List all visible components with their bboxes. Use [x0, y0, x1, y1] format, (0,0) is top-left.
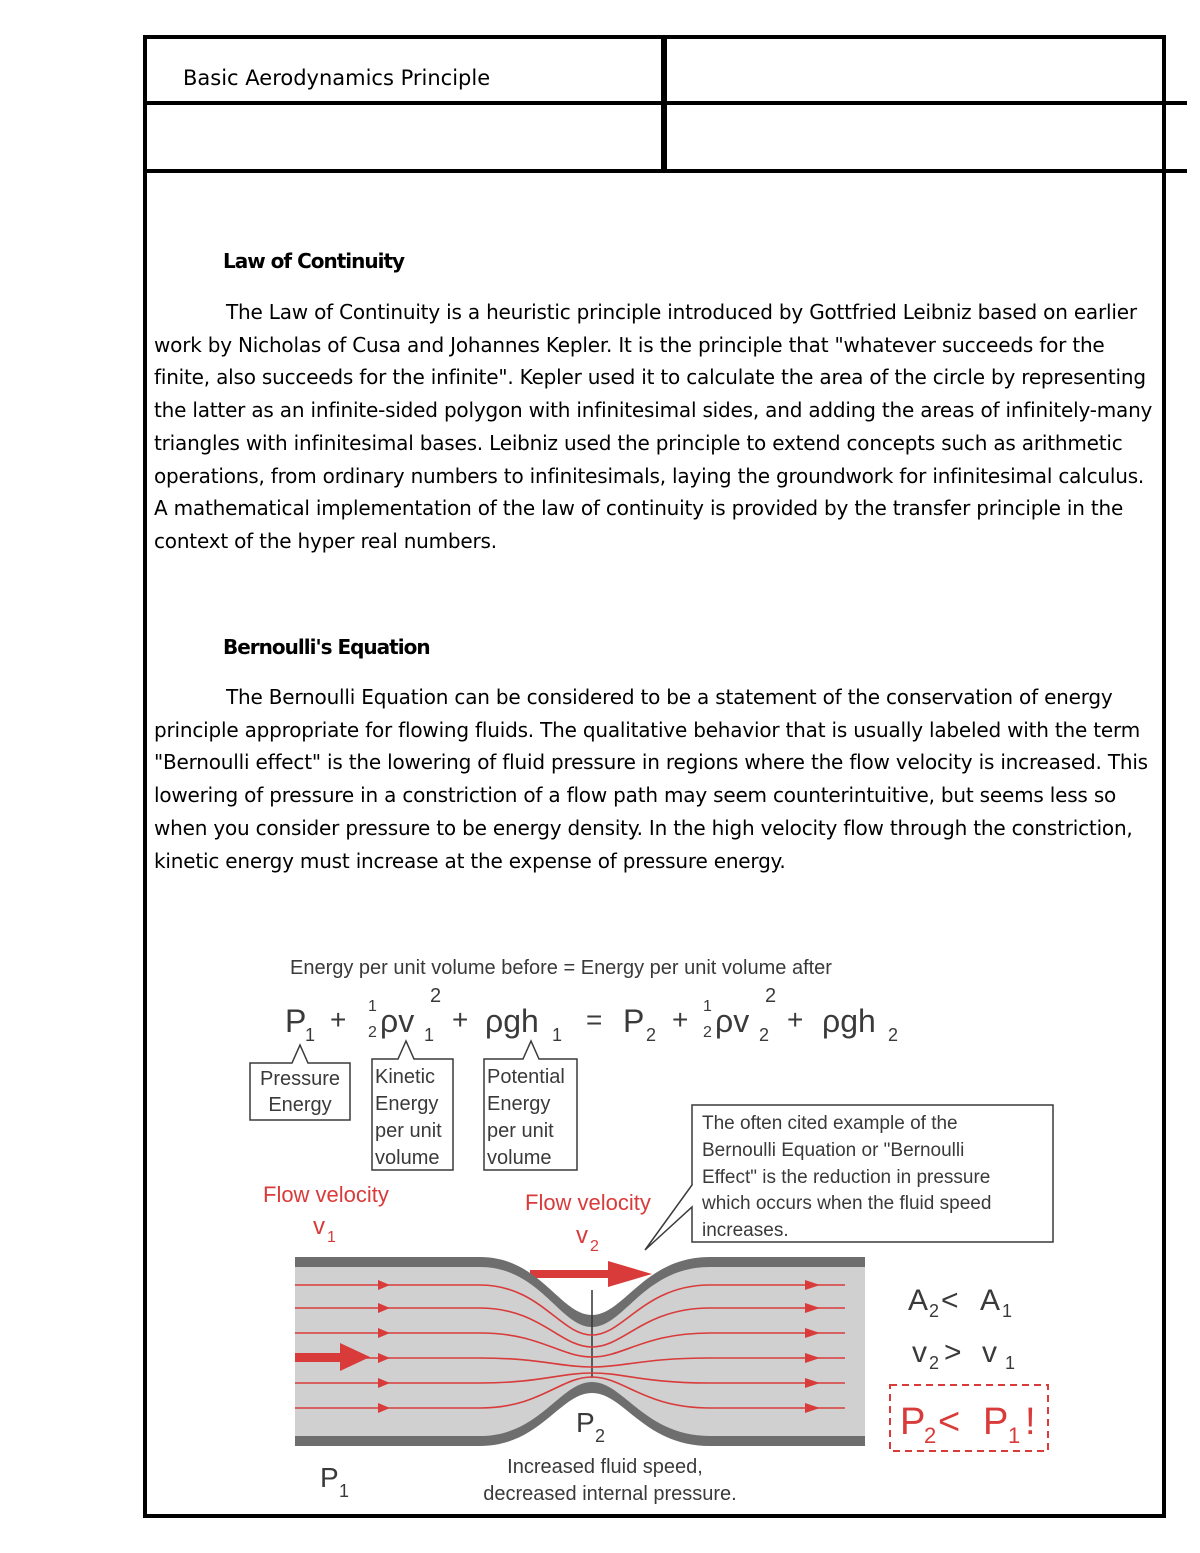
- pressure-energy-label: [250, 1045, 350, 1120]
- eq-half-num-1: 1: [368, 998, 377, 1015]
- flow-velocity-2-label: Flow velocity: [525, 1190, 651, 1215]
- velocity-relation-v2-sub: 2: [929, 1353, 940, 1373]
- svg-text:Energy: Energy: [268, 1094, 332, 1116]
- svg-text:Pressure: Pressure: [259, 1068, 341, 1090]
- eq-v1-sub: 1: [424, 1025, 435, 1045]
- eq-plus-4: +: [787, 1004, 804, 1035]
- svg-text:Energy: Energy: [375, 1093, 439, 1115]
- energy-caption: Energy per unit volume before = Energy per unit volume after: [290, 957, 832, 979]
- pressure-relation-lt: <: [938, 1401, 961, 1443]
- flow-velocity-2-sub: 2: [590, 1238, 599, 1255]
- pressure-relation-p2-sub: 2: [924, 1423, 937, 1448]
- eq-p1: P: [285, 1003, 307, 1039]
- flow-velocity-2-sym: v: [576, 1222, 588, 1249]
- pressure-relation-p2: P: [900, 1401, 926, 1443]
- area-relation-lt: <: [941, 1284, 959, 1317]
- eq-half-num-2: 1: [703, 998, 712, 1015]
- bernoulli-effect-note: [645, 1105, 1053, 1250]
- eq-rhogh-2: ρgh: [822, 1003, 876, 1039]
- pressure-relation: [890, 1385, 1048, 1451]
- area-relation-a1-sub: 1: [1002, 1301, 1013, 1321]
- kinetic-energy-label: [372, 1041, 453, 1170]
- eq-equals: =: [586, 1004, 603, 1035]
- header-row-divider: [147, 101, 1187, 105]
- velocity-relation-v1-sub: 1: [1005, 1353, 1016, 1373]
- pressure-relation-bang: !: [1025, 1401, 1036, 1443]
- bottom-caption-line-2: decreased internal pressure.: [483, 1483, 737, 1505]
- area-relation-a2-sub: 2: [929, 1301, 940, 1321]
- bernoulli-diagram: [240, 945, 1060, 1515]
- section-body-bernoulli: The Bernoulli Equation can be considered to be a statement of the conservation of energy principle appropriate for flowing fluids. The qualitative behavior that is usually labeled with the term "Bernoulli effect" is the lowering of fluid pressure in regions where the flow velocity is increased. This lowering of pressure in a constriction of a flow path may seem counterintuitive, but seems less so when you consider pressure to be energy density. In the high velocity flow through the constriction, kinetic energy must increase at the expense of pressure energy.: [154, 685, 1148, 873]
- eq-rhov-1: ρv: [380, 1003, 415, 1039]
- document-title: Basic Aerodynamics Principle: [183, 66, 491, 90]
- eq-half-den-1: 2: [368, 1024, 377, 1041]
- eq-plus-1: +: [330, 1004, 347, 1035]
- pressure-relation-p1-sub: 1: [1008, 1423, 1021, 1448]
- pressure-relation-p1: P: [983, 1401, 1009, 1443]
- flow-velocity-1-sym: v: [313, 1213, 325, 1240]
- eq-rhov-2: ρv: [715, 1003, 750, 1039]
- svg-text:Kinetic: Kinetic: [375, 1066, 436, 1088]
- p1-label-sub: 1: [339, 1481, 350, 1501]
- velocity-arrow: [530, 1261, 652, 1287]
- eq-v1-exp: 2: [430, 985, 442, 1007]
- eq-half-den-2: 2: [703, 1024, 712, 1041]
- velocity-relation-gt: >: [944, 1336, 962, 1369]
- svg-text:per unit: per unit: [487, 1120, 554, 1142]
- svg-text:Energy: Energy: [487, 1093, 551, 1115]
- p2-label-sub: 2: [595, 1426, 606, 1446]
- svg-text:The often cited example of the: The often cited example of the: [702, 1113, 958, 1134]
- eq-rhogh-1: ρgh: [485, 1003, 539, 1039]
- svg-text:volume: volume: [375, 1147, 440, 1169]
- bernoulli-equation: [285, 985, 898, 1045]
- eq-v2-exp: 2: [765, 985, 777, 1007]
- svg-text:which occurs when the fluid sp: which occurs when the fluid speed: [702, 1193, 992, 1214]
- flow-velocity-1-label: Flow velocity: [263, 1182, 389, 1207]
- eq-h1-sub: 1: [552, 1025, 563, 1045]
- eq-v2-sub: 2: [759, 1025, 770, 1045]
- section-heading-bernoulli: Bernoulli's Equation: [223, 635, 430, 659]
- velocity-relation-v2: v: [912, 1336, 927, 1369]
- eq-plus-3: +: [672, 1004, 689, 1035]
- p1-label: P: [320, 1462, 339, 1493]
- eq-p2: P: [623, 1003, 645, 1039]
- flow-velocity-1-sub: 1: [327, 1229, 336, 1246]
- eq-p2-sub: 2: [646, 1025, 657, 1045]
- velocity-relation-v1: v: [982, 1336, 997, 1369]
- eq-h2-sub: 2: [888, 1025, 899, 1045]
- header-column-divider: [661, 39, 667, 171]
- svg-text:volume: volume: [487, 1147, 552, 1169]
- area-relation-a1: A: [980, 1284, 1001, 1317]
- eq-plus-2: +: [452, 1004, 469, 1035]
- svg-text:Bernoulli Equation or "Bernoul: Bernoulli Equation or "Bernoulli: [702, 1140, 965, 1161]
- potential-energy-label: [484, 1041, 577, 1170]
- section-body-continuity: The Law of Continuity is a heuristic principle introduced by Gottfried Leibniz based on earlier work by Nicholas of Cusa and Johannes Kepler. It is the principle that "whatever succeeds for the finite, also succeeds for the infinite". Kepler used it to calculate the area of the circle by representing the latter as an infinite-sided polygon with infinitesimal sides, and adding the areas of infinitely-many triangles with infinitesimal bases. Leibniz used the principle to extend concepts such as arithmetic operations, from ordinary numbers to infinitesimals, laying the groundwork for infinitesimal calculus. A mathematical implementation of the law of continuity is provided by the transfer principle in the context of the hyper real numbers.: [154, 300, 1153, 553]
- p2-label: P: [576, 1407, 595, 1438]
- svg-text:Potential: Potential: [487, 1066, 565, 1088]
- svg-text:Effect" is the reduction in pr: Effect" is the reduction in pressure: [702, 1167, 991, 1188]
- svg-text:per unit: per unit: [375, 1120, 442, 1142]
- svg-text:increases.: increases.: [702, 1220, 789, 1241]
- bottom-caption-line-1: Increased fluid speed,: [507, 1456, 703, 1478]
- header-bottom-divider: [147, 169, 1187, 173]
- area-relation-a2: A: [908, 1284, 929, 1317]
- eq-p1-sub: 1: [305, 1025, 316, 1045]
- section-heading-continuity: Law of Continuity: [223, 249, 405, 273]
